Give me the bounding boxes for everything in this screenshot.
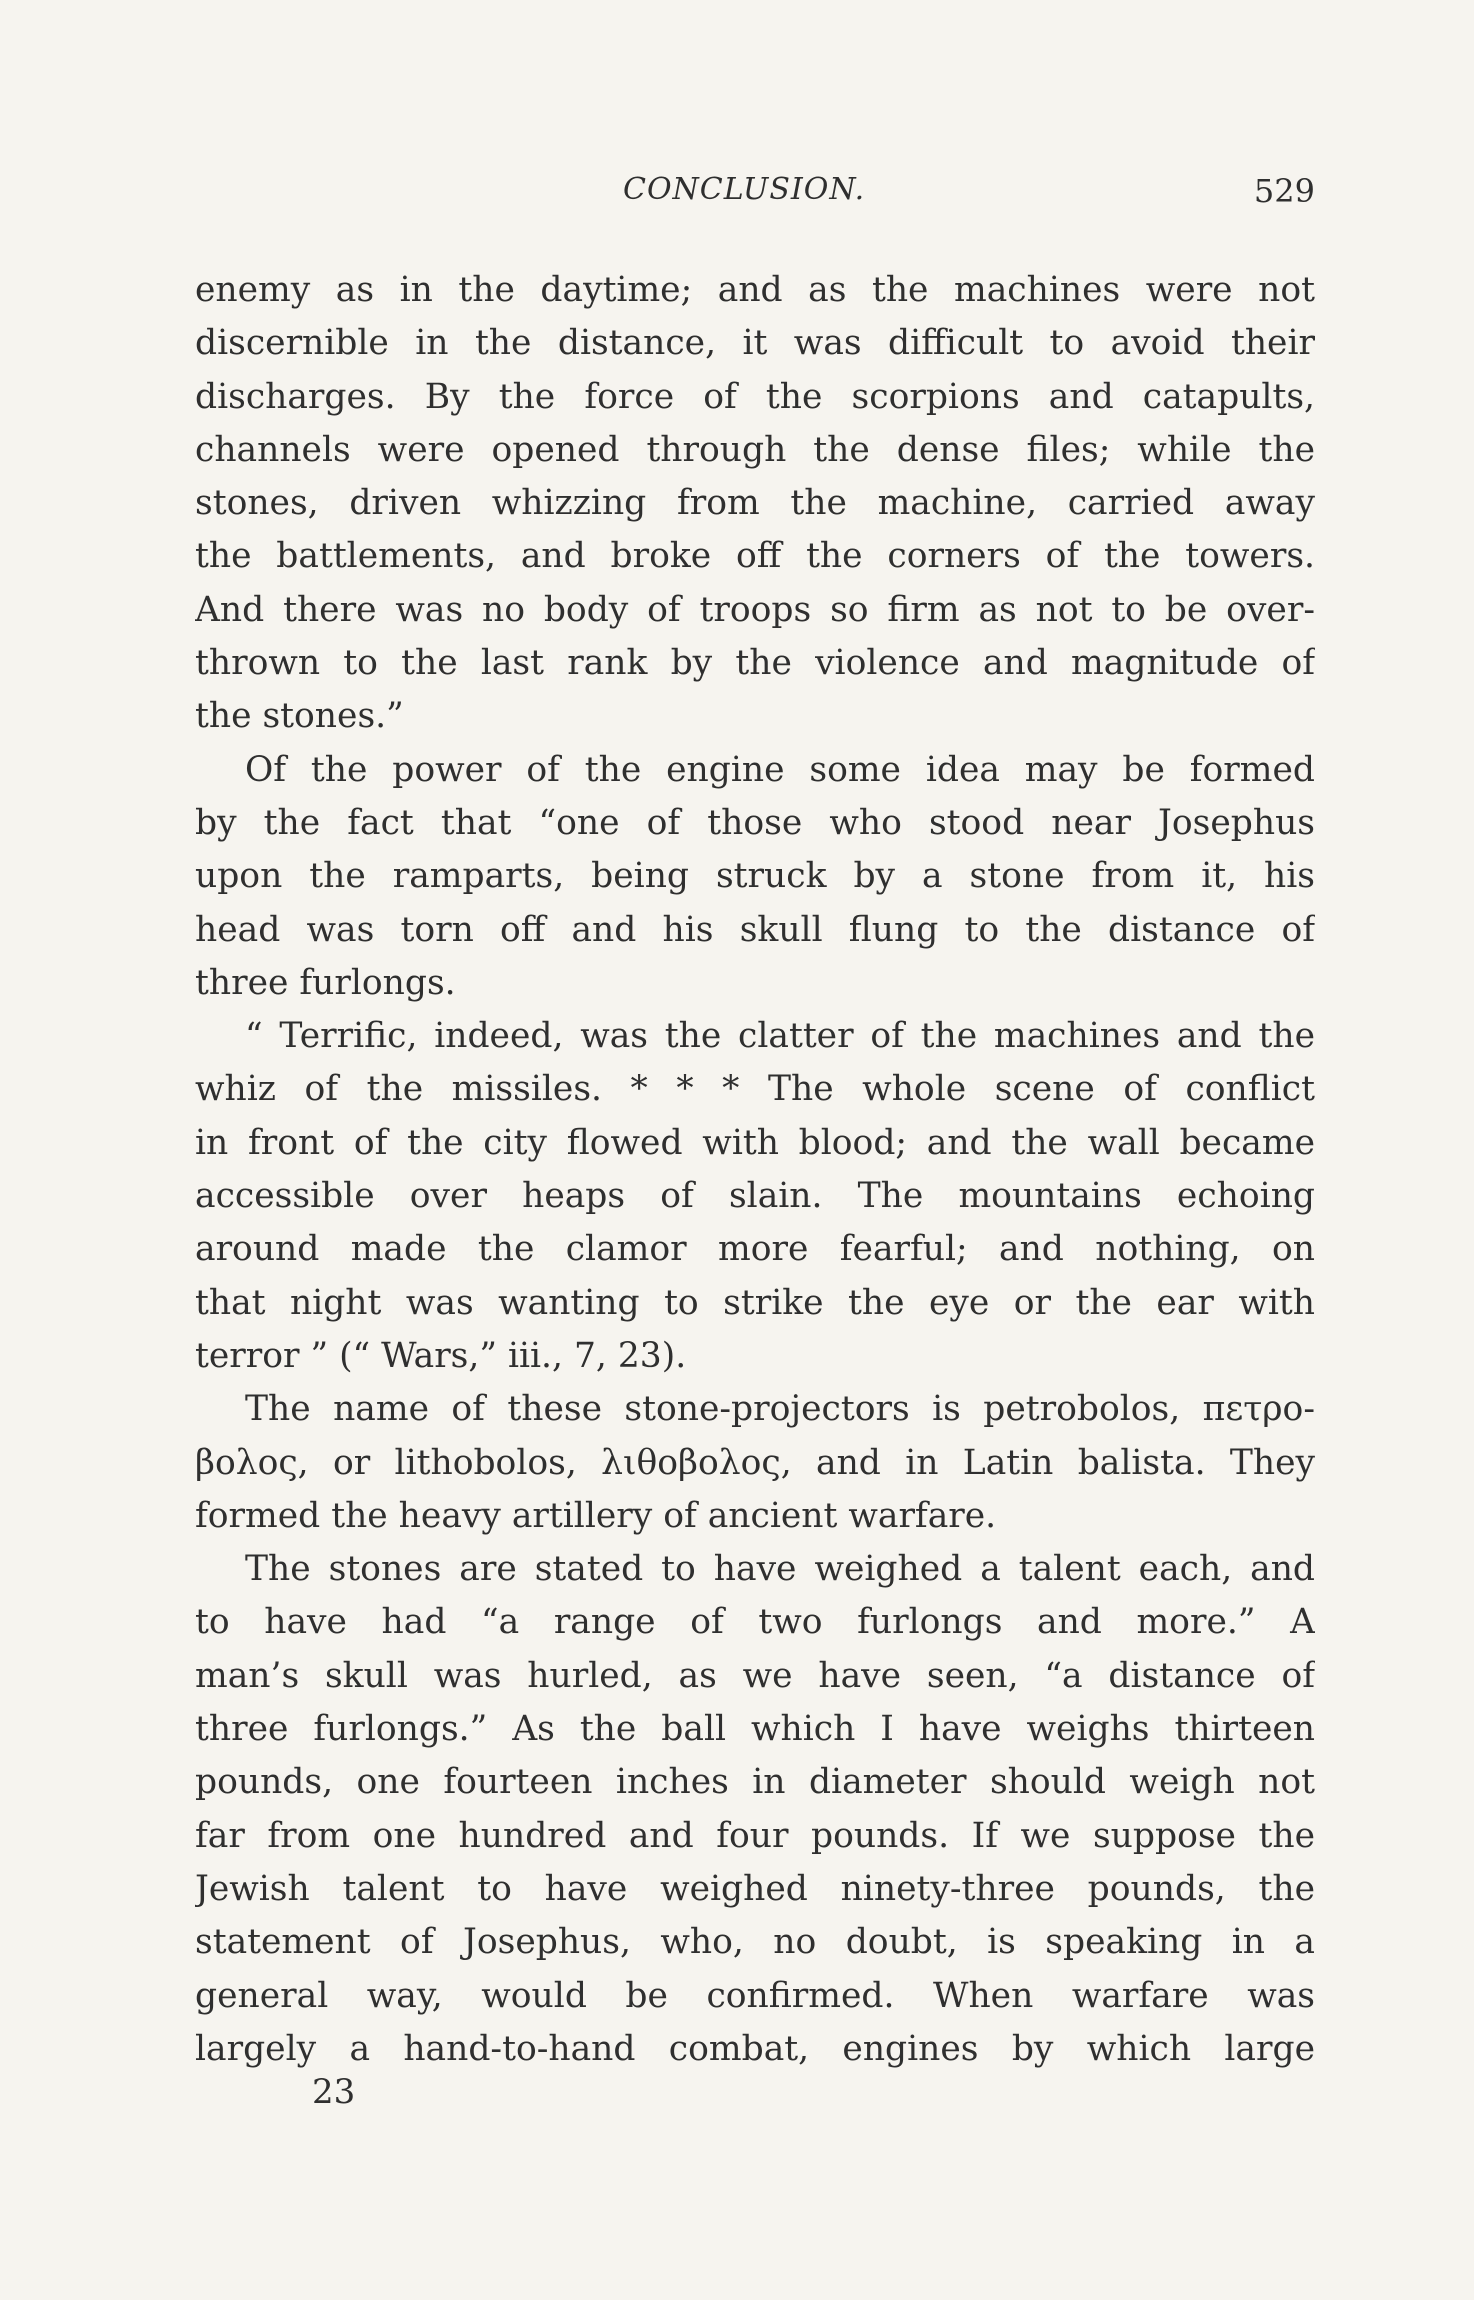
text-line: head was torn off and his skull flung to the distance of: [195, 909, 1315, 950]
text-line: discernible in the distance, it was difficult to avoid their: [195, 323, 1315, 364]
text-line: statement of Josephus, who, no doubt, is speaking in a: [195, 1922, 1315, 1963]
text-line: whiz of the missiles. * * * The whole scene of conflict: [195, 1069, 1315, 1110]
text-line: The stones are stated to have weighed a talent each, and: [245, 1549, 1315, 1590]
text-line: in front of the city flowed with blood; and the wall became: [195, 1122, 1315, 1163]
text-line: The name of these stone-projectors is petrobolos, πετρο-: [245, 1389, 1315, 1430]
text-line: “ Terrific, indeed, was the clatter of the machines and the: [245, 1016, 1315, 1057]
text-line: the battlements, and broke off the corners of the towers.: [195, 536, 1315, 577]
body-text: [195, 264, 1315, 2076]
running-title: CONCLUSION.: [623, 172, 866, 207]
page-header: [195, 172, 1315, 222]
text-line: man’s skull was hurled, as we have seen, “a distance of: [195, 1655, 1315, 1696]
page-number: 529: [1253, 172, 1315, 210]
text-line: And there was no body of troops so firm as not to be over-: [195, 589, 1315, 630]
text-line: upon the ramparts, being struck by a stone from it, his: [195, 856, 1315, 897]
text-line: largely a hand-to-hand combat, engines by which large: [195, 2028, 1315, 2069]
text-line: to have had “a range of two furlongs and more.” A: [195, 1602, 1315, 1643]
text-line: discharges. By the force of the scorpions and catapults,: [195, 376, 1315, 417]
signature-mark: 23: [312, 2072, 356, 2112]
text-line: thrown to the last rank by the violence and magnitude of: [195, 643, 1315, 684]
text-line: Jewish talent to have weighed ninety-three pounds, the: [195, 1868, 1315, 1909]
text-line: stones, driven whizzing from the machine, carried away: [195, 483, 1315, 524]
text-line: three furlongs.” As the ball which I have weighs thirteen: [195, 1709, 1315, 1750]
text-line: around made the clamor more fearful; and nothing, on: [195, 1229, 1315, 1270]
text-line: by the fact that “one of those who stood near Josephus: [195, 802, 1315, 843]
text-line: enemy as in the daytime; and as the machines were not: [195, 270, 1315, 310]
text-line: βολος, or lithobolos, λιθοβολος, and in Latin balista. They: [195, 1442, 1315, 1483]
text-line: three furlongs.: [195, 962, 456, 1003]
text-line: Of the power of the engine some idea may be formed: [245, 749, 1315, 790]
text-line: channels were opened through the dense files; while the: [195, 429, 1315, 470]
text-line: accessible over heaps of slain. The mountains echoing: [195, 1176, 1315, 1217]
text-line: general way, would be confirmed. When warfare was: [195, 1975, 1315, 2016]
text-line: the stones.”: [195, 696, 404, 737]
text-line: that night was wanting to strike the eye or the ear with: [195, 1282, 1315, 1323]
text-line: far from one hundred and four pounds. If we suppose the: [195, 1815, 1315, 1856]
text-line: formed the heavy artillery of ancient warfare.: [195, 1495, 997, 1536]
text-line: pounds, one fourteen inches in diameter should weigh not: [195, 1762, 1315, 1803]
text-line: terror ” (“ Wars,” iii., 7, 23).: [195, 1335, 687, 1376]
